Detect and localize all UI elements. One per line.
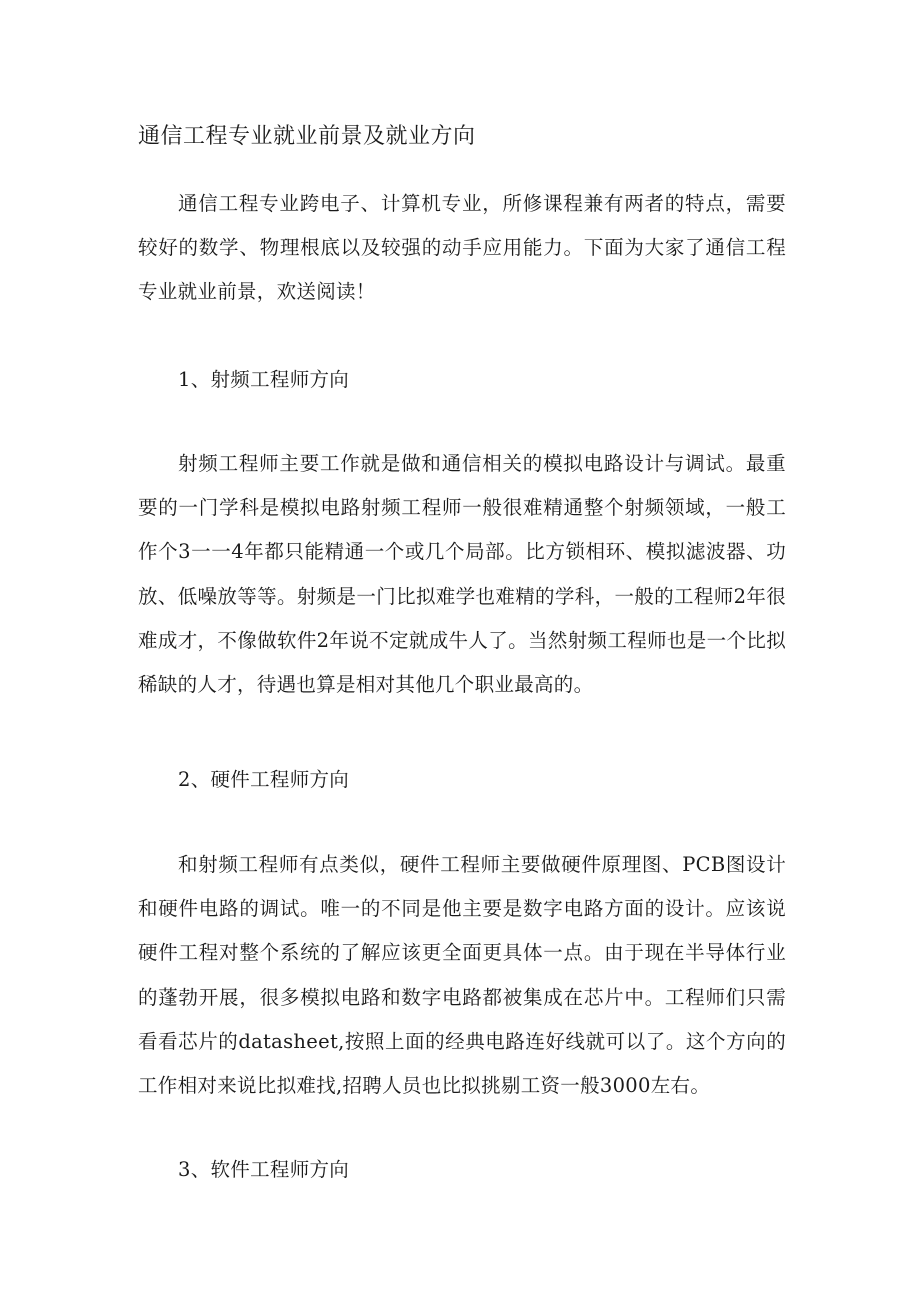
section-heading-hardware-engineer: 2、硬件工程师方向 bbox=[178, 768, 350, 791]
section-body-rf-engineer: 射频工程师主要工作就是做和通信相关的模拟电路设计与调试。最重要的一门学科是模拟电路射频工程师一般很难精通整个射频领域，一般工作个3一一4年都只能精通一个或几个局部。比方锁相环、模拟滤波器、功放、低噪放等等。射频是一门比拟难学也难精的学科，一般的工程师2年很难成才，不像做软件2年说不定就成牛人了。当然射频工程师也是一个比拟稀缺的人才，待遇也算是相对其他几个职业最高的。 bbox=[138, 452, 786, 697]
intro-paragraph: 通信工程专业跨电子、计算机专业，所修课程兼有两者的特点，需要较好的数学、物理根底以及较强的动手应用能力。下面为大家了通信工程专业就业前景，欢送阅读！ bbox=[138, 192, 786, 304]
section-heading-rf-engineer: 1、射频工程师方向 bbox=[178, 368, 350, 391]
document-title: 通信工程专业就业前景及就业方向 bbox=[138, 124, 476, 149]
section-body-hardware-engineer: 和射频工程师有点类似，硬件工程师主要做硬件原理图、PCB图设计和硬件电路的调试。唯一的不同是他主要是数字电路方面的设计。应该说硬件工程对整个系统的了解应该更全面更具体一点。由于现在半导体行业的蓬勃开展，很多模拟电路和数字电路都被集成在芯片中。工程师们只需看看芯片的datasheet,按照上面的经典电路连好线就可以了。这个方向的工作相对来说比拟难找,招聘人员也比拟挑剔工资一般3000左右。 bbox=[138, 853, 786, 1098]
section-heading-software-engineer: 3、软件工程师方向 bbox=[178, 1158, 350, 1181]
